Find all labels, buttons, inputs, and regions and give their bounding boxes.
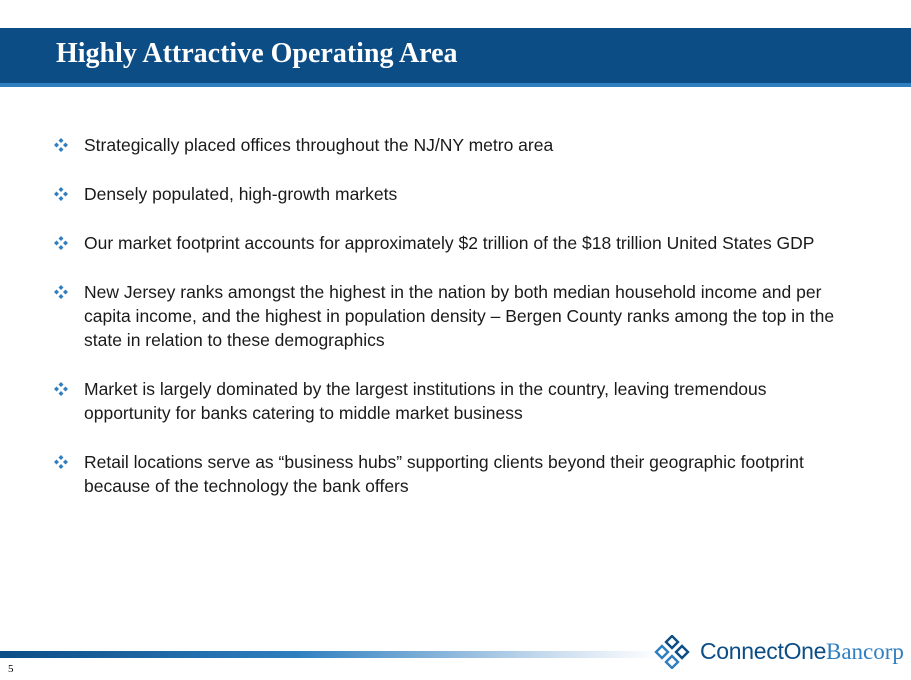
bullet-item [54, 377, 854, 425]
page-number: 5 [8, 663, 14, 675]
title-accent-line [0, 83, 911, 87]
four-diamond-bullet-icon [54, 455, 68, 469]
bullet-text: New Jersey ranks amongst the highest in the nation by both median household income and per capita income, and the highest in population density – Bergen County ranks among the top in the state in relation to these demographics [84, 282, 835, 350]
four-diamond-bullet-icon [54, 236, 68, 250]
bullet-item [54, 182, 854, 206]
bullet-text: Strategically placed offices throughout the NJ/NY metro area [84, 135, 554, 155]
bullet-text: Our market footprint accounts for approximately $2 trillion of the $18 trillion United States GDP [84, 233, 815, 253]
connectone-logo-icon [654, 635, 690, 669]
four-diamond-bullet-icon [54, 138, 68, 152]
bullet-text: Market is largely dominated by the largest institutions in the country, leaving tremendous opportunity for banks catering to middle market business [84, 379, 767, 423]
bullet-item [54, 450, 854, 498]
bullet-item [54, 231, 854, 255]
four-diamond-bullet-icon [54, 382, 68, 396]
logo-name-bancorp: Bancorp [826, 639, 904, 664]
four-diamond-bullet-icon [54, 285, 68, 299]
four-diamond-bullet-icon [54, 187, 68, 201]
footer-gradient-bar [0, 651, 660, 658]
bullet-list [54, 133, 854, 498]
logo-name-connectone: ConnectOne [700, 638, 827, 664]
bullet-item [54, 280, 854, 352]
bullet-text: Densely populated, high-growth markets [84, 184, 398, 204]
bullet-text: Retail locations serve as “business hubs” supporting clients beyond their geographic footprint because of the technology the bank offers [84, 452, 804, 496]
company-logo [654, 635, 909, 669]
slide-title: Highly Attractive Operating Area [56, 38, 458, 69]
bullet-item [54, 133, 854, 157]
